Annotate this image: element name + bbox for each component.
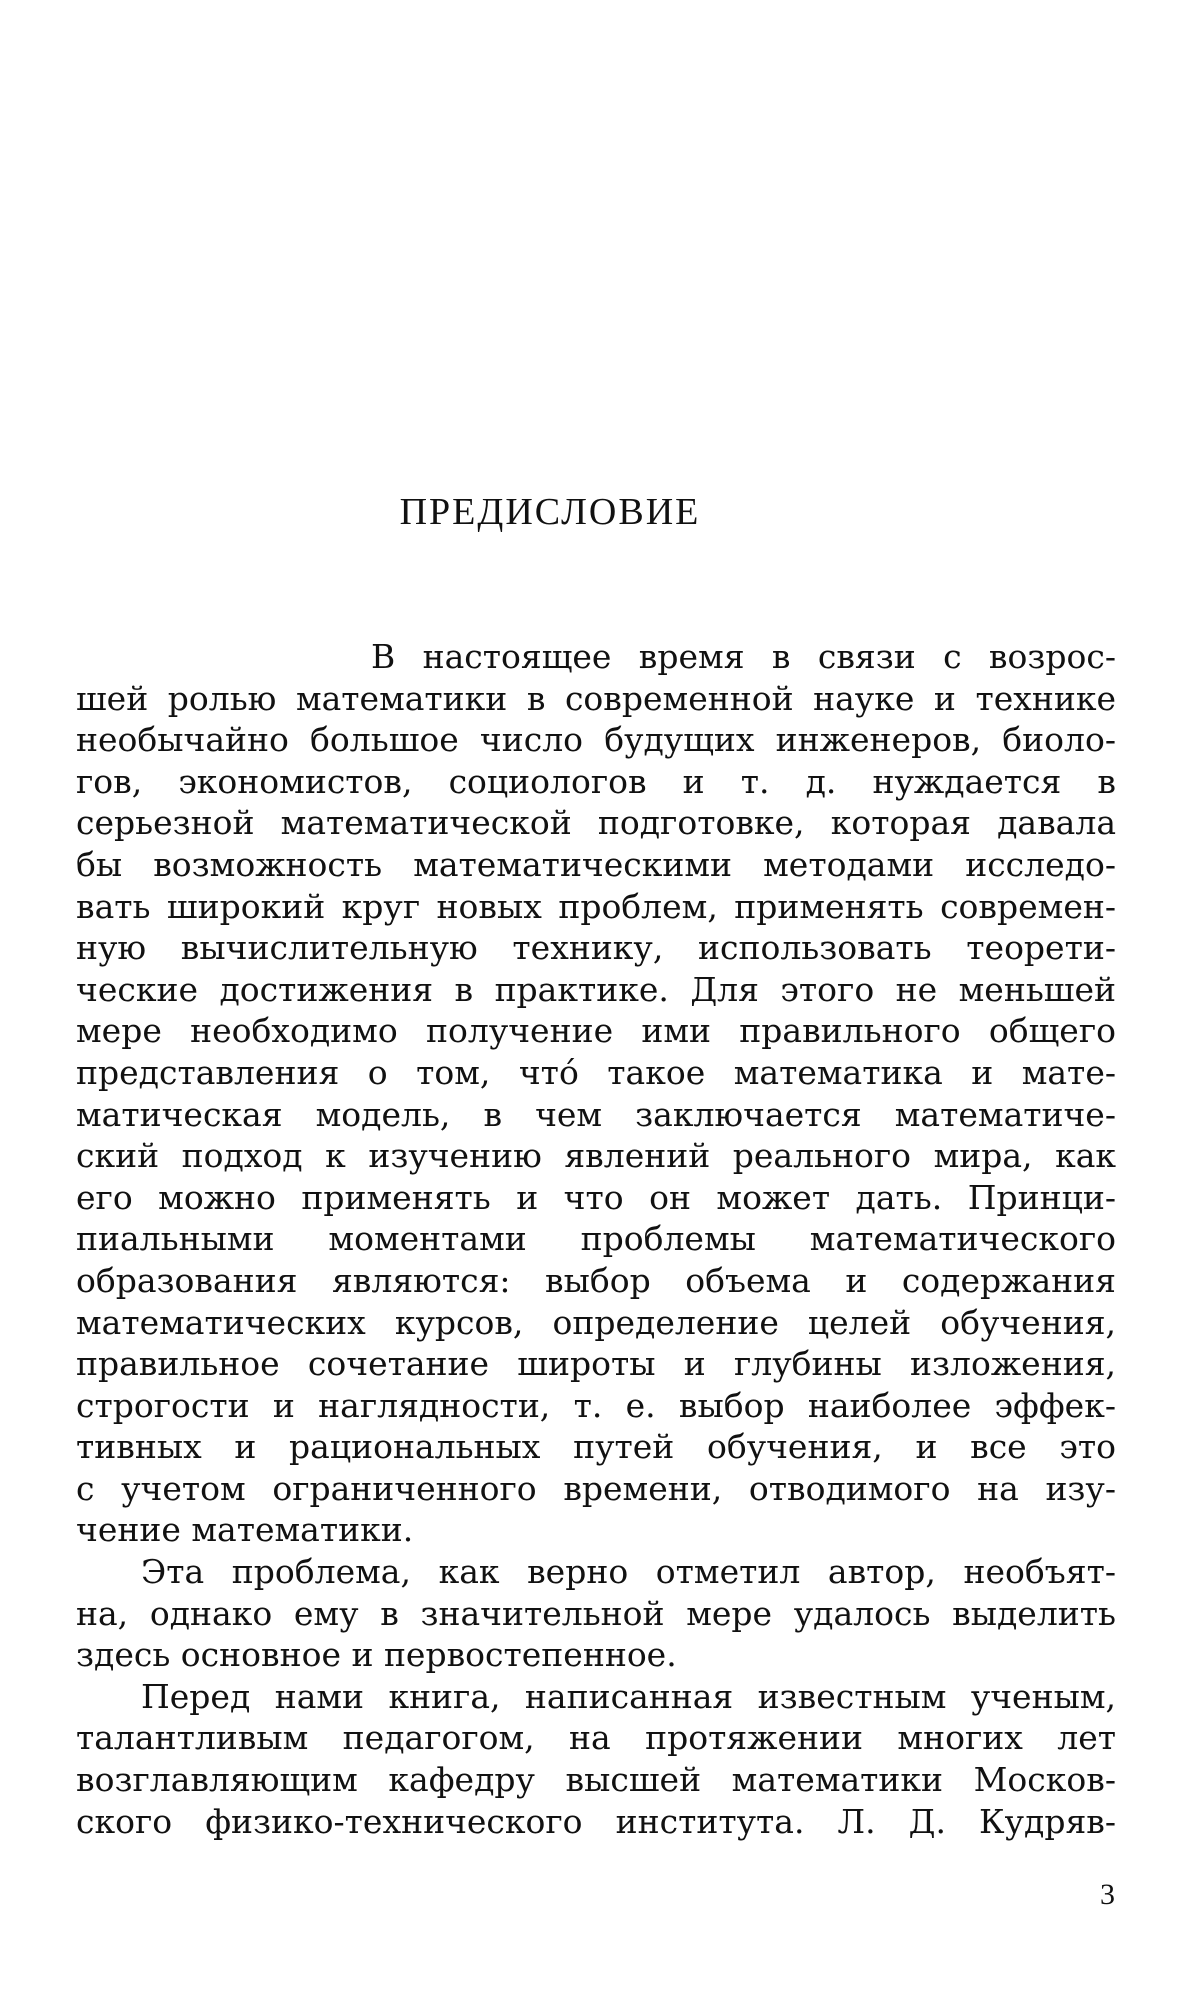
text-line: бы возможность математическими методами исследо- xyxy=(76,844,1116,884)
text-line: с учетом ограниченного времени, отводимого на изу- xyxy=(76,1468,1116,1508)
text-line: ский подход к изучению явлений реального мира, как xyxy=(76,1136,1116,1176)
text-line: шей ролью математики в современной науке и технике xyxy=(76,678,1116,718)
text-line: мере необходимо получение ими правильного общего xyxy=(76,1011,1116,1051)
text-line: представления о том, что́ такое математика и мате- xyxy=(76,1052,1116,1092)
text-line: строгости и наглядности, т. е. выбор наиболее эффек- xyxy=(76,1385,1116,1425)
text-line: его можно применять и что он может дать. Принци- xyxy=(76,1177,1116,1217)
page-title: ПРЕДИСЛОВИЕ xyxy=(399,491,701,533)
text-line: необычайно большое число будущих инженеров, биоло- xyxy=(76,720,1116,760)
text-line: возглавляющим кафедру высшей математики Москов- xyxy=(76,1760,1116,1800)
text-line: ческие достижения в практике. Для этого не меньшей xyxy=(76,969,1116,1009)
text-line: тивных и рациональных путей обучения, и все это xyxy=(76,1427,1116,1467)
text-line: чение математики. xyxy=(76,1510,414,1550)
text-line: правильное сочетание широты и глубины изложения, xyxy=(76,1344,1116,1384)
text-line: образования являются: выбор объема и содержания xyxy=(76,1260,1116,1300)
text-line: пиальными моментами проблемы математического xyxy=(76,1219,1116,1259)
text-line: Эта проблема, как верно отметил автор, необъят- xyxy=(141,1552,1116,1592)
text-line: математических курсов, определение целей обучения, xyxy=(76,1302,1116,1342)
paragraph xyxy=(76,1551,1116,1676)
page-number: 3 xyxy=(1100,1878,1115,1911)
paragraph xyxy=(76,1676,1116,1842)
text-line: вать широкий круг новых проблем, применять современ- xyxy=(76,886,1116,926)
text-line: ную вычислительную технику, использовать теорети- xyxy=(76,928,1116,968)
text-line: талантливым педагогом, на протяжении многих лет xyxy=(76,1718,1116,1758)
text-line: здесь основное и первостепенное. xyxy=(76,1635,677,1675)
text-line: серьезной математической подготовке, которая давала xyxy=(76,803,1116,843)
text-line: на, однако ему в значительной мере удалось выделить xyxy=(76,1593,1116,1633)
body-text xyxy=(76,636,1116,1842)
text-line: Перед нами книга, написанная известным ученым, xyxy=(141,1676,1116,1716)
paragraph xyxy=(76,636,1116,1551)
text-line: ского физико-технического института. Л. Д. Кудряв- xyxy=(76,1801,1116,1841)
text-line: В настоящее время в связи с возрос- xyxy=(371,637,1116,676)
text-line: гов, экономистов, социологов и т. д. нуждается в xyxy=(76,761,1116,801)
text-line: матическая модель, в чем заключается математиче- xyxy=(76,1094,1116,1134)
